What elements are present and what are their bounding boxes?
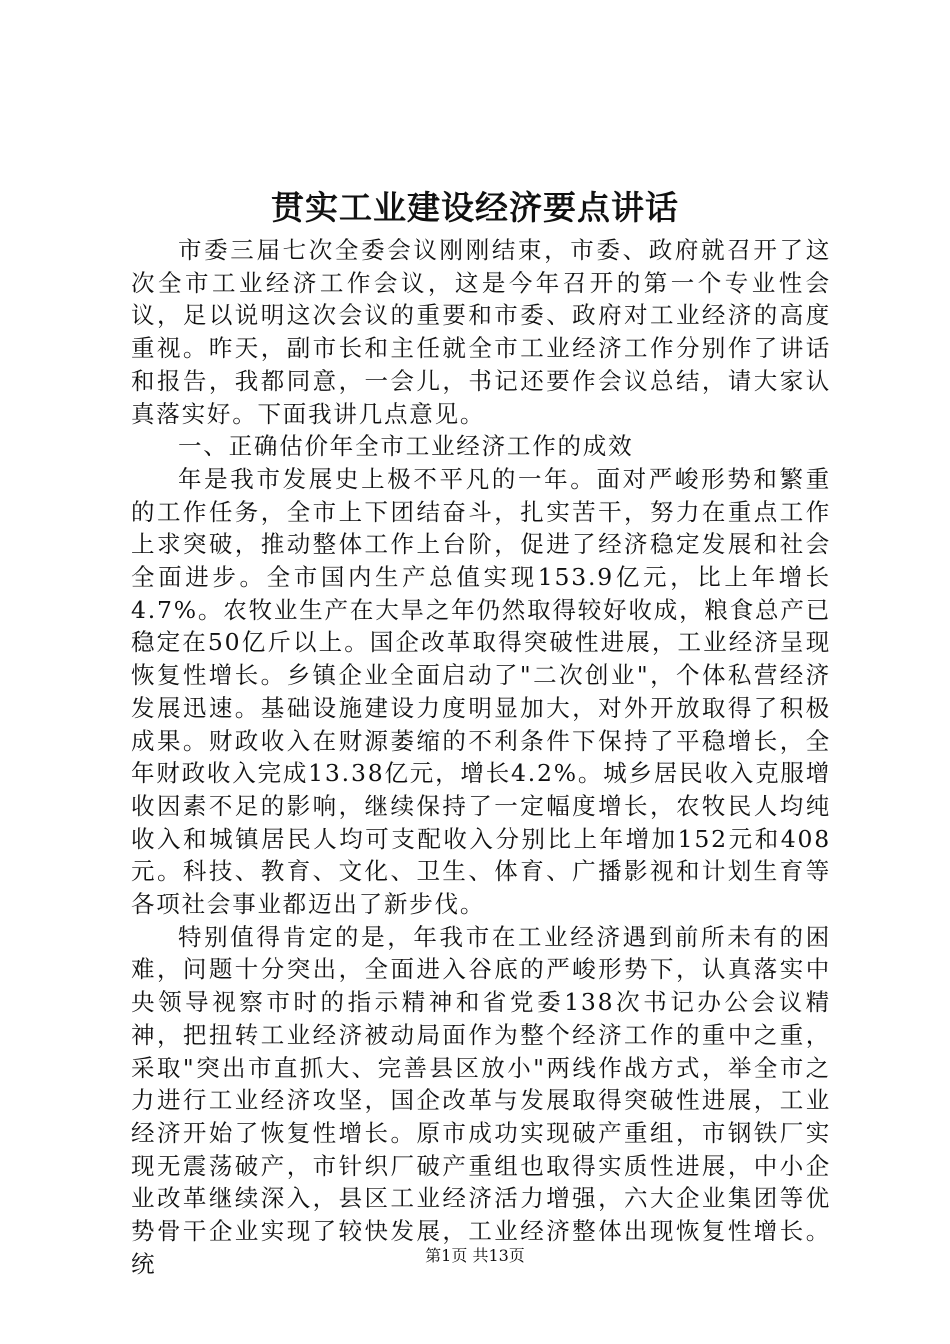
document-body [131, 234, 831, 1281]
paragraph-intro: 市委三届七次全委会议刚刚结束，市委、政府就召开了这次全市工业经济工作会议，这是今年召开的第一个专业性会议，足以说明这次会议的重要和市委、政府对工业经济的高度重视。昨天，副市长和主任就全市工业经济工作分别作了讲话和报告，我都同意，一会儿，书记还要作会议总结，请大家认真落实好。下面我讲几点意见。 [131, 236, 831, 428]
section-heading: 一、正确估价年全市工业经济工作的成效 [178, 432, 634, 461]
document-title: 贯实工业建设经济要点讲话 [271, 188, 679, 227]
paragraph-achievements: 年是我市发展史上极不平凡的一年。面对严峻形势和繁重的工作任务，全市上下团结奋斗，扎实苦干，努力在重点工作上求突破，推动整体工作上台阶，促进了经济稳定发展和社会全面进步。全市国内生产总值实现153.9亿元，比上年增长4.7%。农牧业生产在大旱之年仍然取得较好收成，粮食总产已稳定在50亿斤以上。国企改革取得突破性进展，工业经济呈现恢复性增长。乡镇企业全面启动了"二次创业"，个体私营经济发展迅速。基础设施建设力度明显加大，对外开放取得了积极成果。财政收入在财源萎缩的不利条件下保持了平稳增长，全年财政收入完成13.38亿元，增长4.2%。城乡居民收入克服增收因素不足的影响，继续保持了一定幅度增长，农牧民人均纯收入和城镇居民人均可支配收入分别比上年增加152元和408元。科技、教育、文化、卫生、体育、广播影视和计划生育等各项社会事业都迈出了新步伐。 [131, 464, 831, 919]
page-number-footer: 第1页 共13页 [425, 1246, 525, 1265]
paragraph-industrial-economy: 特别值得肯定的是，年我市在工业经济遇到前所未有的困难，问题十分突出，全面进入谷底的严峻形势下，认真落实中央领导视察市时的指示精神和省党委138次书记办公会议精神，把扭转工业经济被动局面作为整个经济工作的重中之重，采取"突出市直抓大、完善县区放小"两线作战方式，举全市之力进行工业经济攻坚，国企改革与发展取得突破性进展，工业经济开始了恢复性增长。原市成功实现破产重组，市钢铁厂实现无震荡破产，市针织厂破产重组也取得实质性进展，中小企业改革继续深入，县区工业经济活力增强，六大企业集团等优势骨干企业实现了较快发展，工业经济整体出现恢复性增长。统 [131, 922, 831, 1278]
